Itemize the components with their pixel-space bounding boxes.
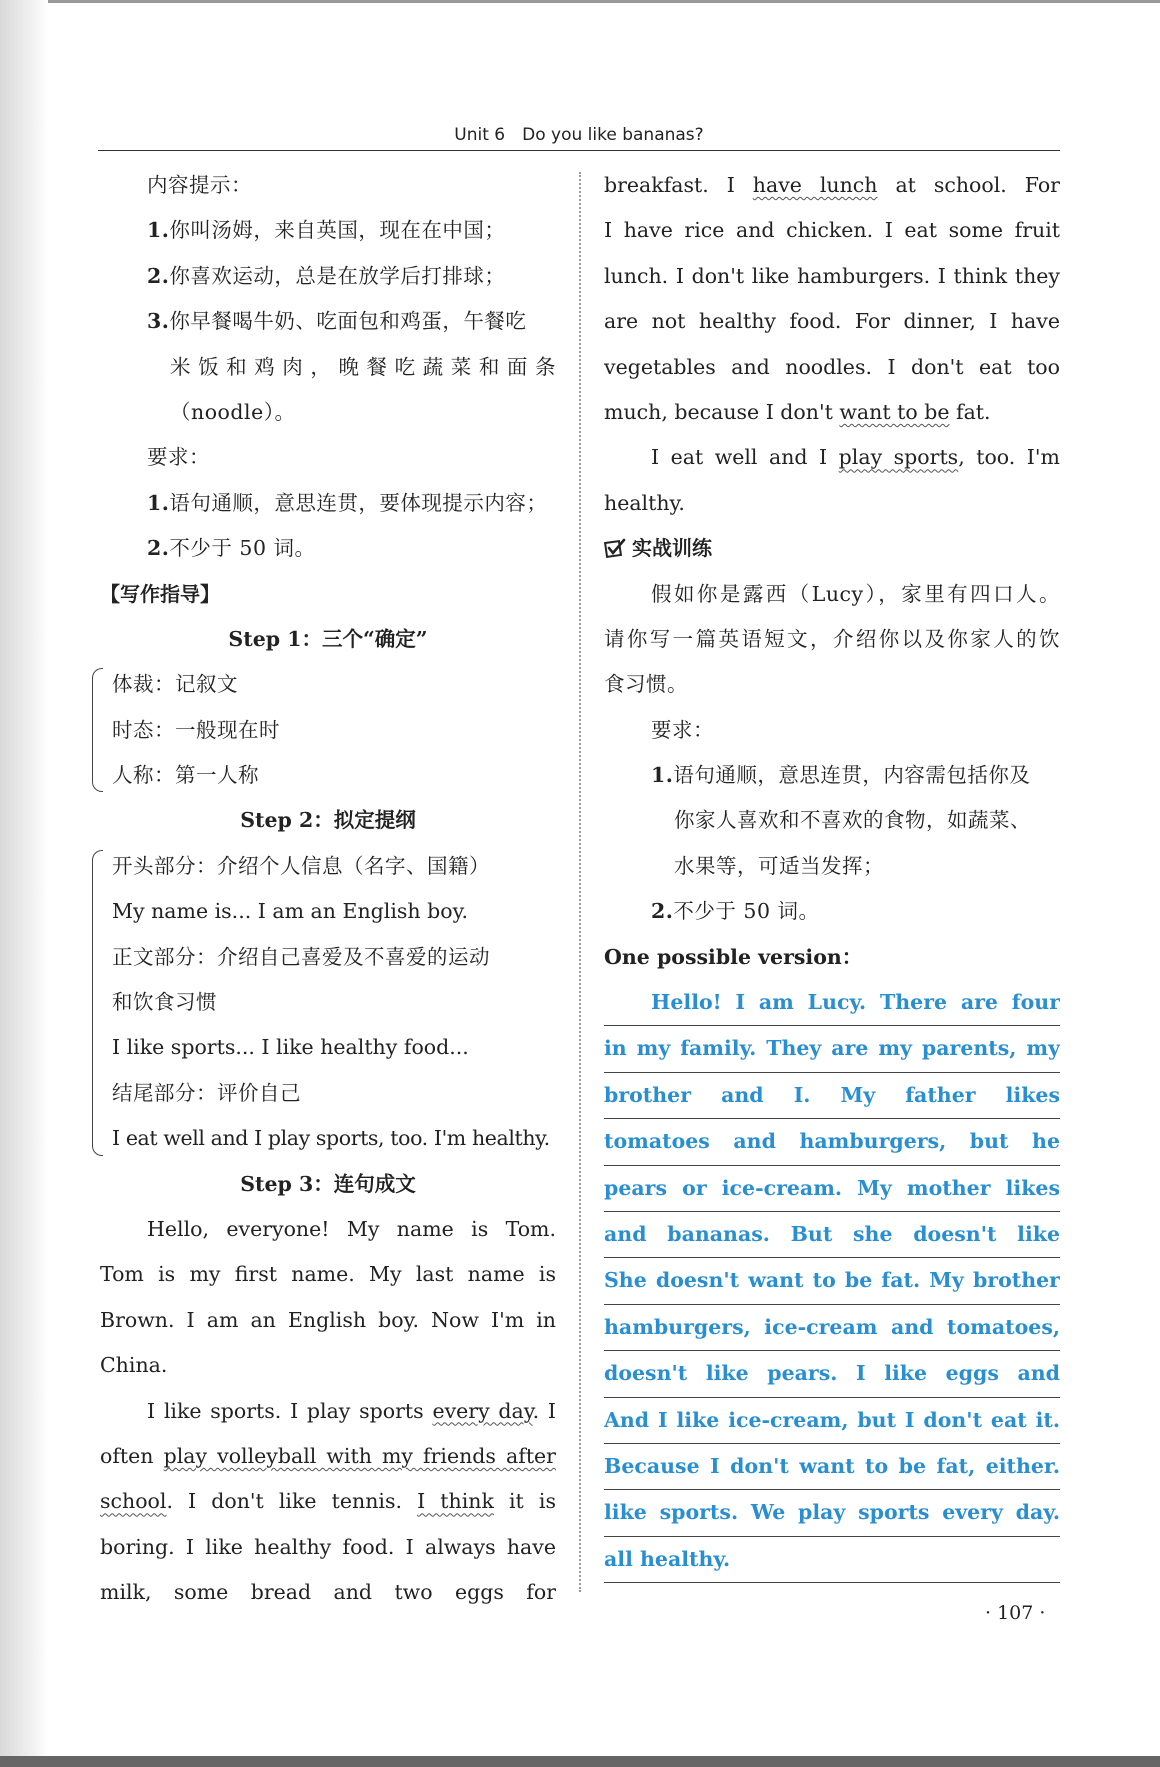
check-icon (604, 537, 626, 559)
req-1: 1.语句通顺，意思连贯，内容需包括你及 (651, 763, 1031, 788)
req-title: 要求： (651, 717, 714, 742)
version-line: And I like ice-cream, but I don't eat it. (604, 1398, 1060, 1444)
essay-line: often play volleyball with my friends after (100, 1443, 556, 1468)
brace (92, 668, 103, 792)
version-line: hamburgers, ice-cream and tomatoes, (604, 1305, 1060, 1351)
step2-item: 开头部分：介绍个人信息（名字、国籍） (112, 853, 490, 878)
page-shadow (0, 0, 48, 1767)
version-line: like sports. We play sports every day. (604, 1490, 1060, 1536)
version-line: doesn't like pears. I like eggs and (604, 1351, 1060, 1397)
header-title: Unit 6 Do you like bananas? (454, 125, 704, 145)
step2-item: 和饮食习惯 (112, 990, 217, 1015)
running-header (98, 120, 1060, 151)
req-title: 要求： (147, 445, 210, 470)
right-column (604, 163, 1060, 1583)
step3-heading: Step 3：连句成文 (240, 1171, 416, 1196)
essay-line: Brown. I am an English boy. Now I'm in (100, 1307, 556, 1332)
version-line: and bananas. But she doesn't like (604, 1212, 1060, 1258)
req-2: 2.不少于 50 词。 (651, 899, 820, 924)
essay-line: healthy. (604, 490, 685, 515)
step2-heading: Step 2：拟定提纲 (240, 808, 416, 833)
essay-line: are not healthy food. For dinner, I have (604, 309, 1060, 334)
essay-line: I like sports. I play sports every day. I (147, 1398, 556, 1423)
version-line: all healthy. (604, 1537, 1060, 1583)
version-line: Because I don't want to be fat, either. (604, 1444, 1060, 1490)
practice-line: 假如你是露西（Lucy），家里有四口人。 (651, 581, 1060, 606)
step1-heading: Step 1：三个“确定” (228, 626, 428, 651)
page-number: · 107 · (985, 1602, 1046, 1624)
practice-line: 请你写一篇英语短文，介绍你以及你家人的饮 (604, 626, 1060, 651)
step2-item: 正文部分：介绍自己喜爱及不喜爱的运动 (112, 944, 490, 969)
req-2: 2.不少于 50 词。 (147, 536, 316, 561)
left-column (100, 163, 556, 1616)
version-line: brother and I. My father likes (604, 1073, 1060, 1119)
step2-item: I eat well and I play sports, too. I'm healthy. (112, 1126, 550, 1151)
hint-title: 内容提示： (147, 173, 252, 197)
hint-2: 2.你喜欢运动，总是在放学后打排球； (147, 263, 506, 288)
essay-line: school. I don't like tennis. I think it is (100, 1489, 556, 1514)
practice-line: 食习惯。 (604, 672, 688, 697)
req-1-cont2: 水果等，可适当发挥； (674, 853, 884, 878)
essay-line: vegetables and noodles. I don't eat too (604, 354, 1060, 379)
essay-line: boring. I like healthy food. I always have (100, 1534, 556, 1559)
step2-item: I like sports... I like healthy food... (112, 1035, 469, 1060)
essay-line: Hello, everyone! My name is Tom. (147, 1216, 556, 1241)
practice-heading: 实战训练 (604, 526, 1060, 571)
version-line: in my family. They are my parents, my (604, 1026, 1060, 1072)
top-edge (0, 0, 1160, 3)
version-line: She doesn't want to be fat. My brother (604, 1258, 1060, 1304)
step2-item: My name is... I am an English boy. (112, 899, 468, 924)
essay-line: breakfast. I have lunch at school. For (604, 173, 1060, 197)
hint-3-cont2: （noodle）。 (170, 399, 296, 424)
step1-item: 人称：第一人称 (112, 763, 259, 788)
step2-bracket (100, 844, 556, 1162)
column-divider (579, 172, 581, 1592)
req-1: 1.语句通顺，意思连贯，要体现提示内容； (147, 490, 548, 515)
hint-3-cont: 米饭和鸡肉，晚餐吃蔬菜和面条 (170, 354, 556, 379)
step1-bracket (100, 662, 556, 798)
essay-line: China. (100, 1353, 168, 1378)
guide-title: 【写作指导】 (100, 581, 220, 606)
step1-item: 时态：一般现在时 (112, 717, 280, 742)
version-title: One possible version： (604, 944, 863, 969)
brace (92, 850, 103, 1156)
essay-line: lunch. I don't like hamburgers. I think they (604, 263, 1060, 288)
essay-line: Tom is my first name. My last name is (100, 1262, 556, 1287)
step2-item: 结尾部分：评价自己 (112, 1080, 301, 1105)
essay-line: I have rice and chicken. I eat some fruit (604, 218, 1060, 243)
version-line: Hello! I am Lucy. There are four (604, 980, 1060, 1026)
step1-item: 体裁：记叙文 (112, 672, 238, 697)
hint-3: 3.你早餐喝牛奶、吃面包和鸡蛋，午餐吃 (147, 309, 527, 334)
version-line: tomatoes and hamburgers, but he (604, 1119, 1060, 1165)
version-line: pears or ice-cream. My mother likes (604, 1166, 1060, 1212)
req-1-cont: 你家人喜欢和不喜欢的食物，如蔬菜、 (674, 808, 1031, 833)
bottom-edge (0, 1756, 1160, 1767)
hint-1: 1.你叫汤姆，来自英国，现在在中国； (147, 218, 506, 243)
essay-line: milk, some bread and two eggs for (100, 1580, 556, 1605)
essay-line: I eat well and I play sports, too. I'm (651, 445, 1060, 470)
essay-line: much, because I don't want to be fat. (604, 399, 991, 424)
